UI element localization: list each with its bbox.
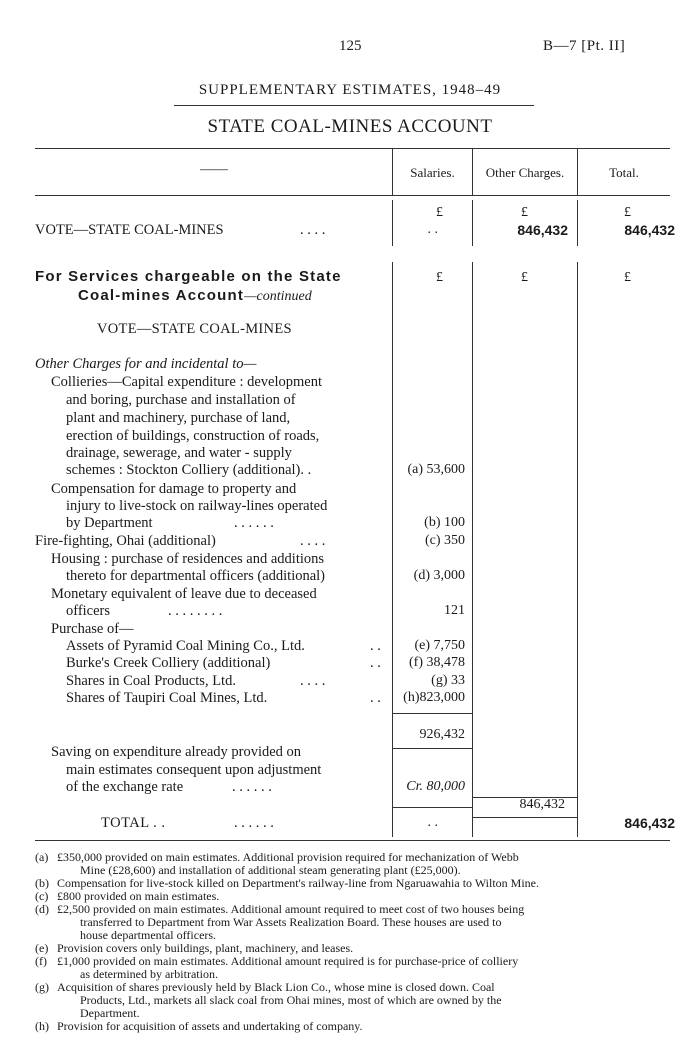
dot-leader: . . xyxy=(370,690,381,706)
item-text: Fire-fighting, Ohai (additional) xyxy=(35,533,216,549)
total-label: TOTAL . . xyxy=(101,815,166,831)
services-heading-line2 xyxy=(78,287,312,305)
item-text: thereto for departmental officers (additional) xyxy=(66,568,326,584)
vote-summary-total: 846,432 xyxy=(624,222,675,238)
purchase-item-amount: (e) 7,750 xyxy=(414,638,465,653)
item-text: officers xyxy=(66,603,111,619)
purchase-item-label: Shares in Coal Products, Ltd. xyxy=(66,673,236,689)
footnote-marker: (d) xyxy=(35,902,49,916)
dot-leader: . . . . xyxy=(300,533,326,549)
services-heading-continued: —continued xyxy=(244,289,312,304)
saving-text: main estimates consequent upon adjustment xyxy=(66,762,322,778)
footnote-text: Provision covers only buildings, plant, machinery, and leases. xyxy=(57,941,354,955)
dot-leader: . . xyxy=(370,638,381,654)
footnote-text: Mine (£28,600) and installation of additional steam generating plant (£25,000). xyxy=(80,863,461,877)
item-amount: (c) 350 xyxy=(424,533,465,548)
column-header-salaries: Salaries. xyxy=(410,165,455,180)
item-text: by Department xyxy=(66,515,153,531)
page-title: STATE COAL-MINES ACCOUNT xyxy=(207,116,493,137)
currency-symbol: £ xyxy=(521,270,528,285)
total-salaries: . . xyxy=(427,815,438,830)
footnote-text: £1,000 provided on main estimates. Additional amount required is for purchase-price of colliery xyxy=(57,954,519,968)
vote-summary-salaries: . . xyxy=(427,222,438,237)
footnote-text: Products, Ltd., markets all slack coal from Ohai mines, most of which are owned by the xyxy=(80,993,502,1007)
dot-leader: . . . . xyxy=(300,673,326,689)
item-text: schemes : Stockton Colliery (additional). . xyxy=(66,462,312,478)
item-amount: (b) 100 xyxy=(424,515,465,530)
vote-heading: VOTE—STATE COAL-MINES xyxy=(97,321,292,337)
footnote-text: £350,000 provided on main estimates. Additional provision required for mechanization of Webb xyxy=(57,850,519,864)
services-heading-account: Coal-mines Account xyxy=(78,287,245,304)
document-reference: B—7 [Pt. II] xyxy=(543,38,626,54)
currency-symbol: £ xyxy=(436,270,443,285)
purchase-item-label: Shares of Taupiri Coal Mines, Ltd. xyxy=(66,690,268,706)
grand-total: 846,432 xyxy=(624,815,675,831)
purchase-item-amount: (g) 33 xyxy=(431,673,465,688)
column-header-rule xyxy=(35,195,670,196)
purchase-item-amount: (f) 38,478 xyxy=(409,655,465,670)
column-divider xyxy=(472,262,473,837)
footnote-text: as determined by arbitration. xyxy=(80,967,218,981)
other-charges-total: 846,432 xyxy=(519,797,565,812)
other-charges-heading: Other Charges for and incidental to— xyxy=(35,356,257,372)
services-heading-line1: For Services chargeable on the State xyxy=(35,268,342,285)
page-number: 125 xyxy=(339,38,362,54)
table-top-rule xyxy=(35,148,670,149)
currency-symbol: £ xyxy=(624,270,631,285)
footnote-text: Compensation for live-stock killed on Department's railway-line from Ngaruawahia to Wilton Mine. xyxy=(57,876,540,890)
item-text: Compensation for damage to property and xyxy=(51,481,297,497)
item-amount: 121 xyxy=(444,603,465,618)
item-amount: (a) 53,600 xyxy=(407,462,465,477)
footnote-text: Department. xyxy=(80,1006,140,1020)
vote-summary-other-charges: 846,432 xyxy=(517,222,568,238)
footnote-text: house departmental officers. xyxy=(80,928,217,942)
subtotal-rule xyxy=(392,713,472,714)
item-text: erection of buildings, construction of roads, xyxy=(66,428,320,444)
saving-rule xyxy=(392,807,472,808)
purchase-item-amount: (h)823,000 xyxy=(403,690,465,705)
item-text: Housing : purchase of residences and additions xyxy=(51,551,325,567)
dot-leader: . . . . . . xyxy=(234,815,274,831)
currency-symbol: £ xyxy=(436,205,443,220)
purchase-heading: Purchase of— xyxy=(51,621,134,637)
footnote-marker: (e) xyxy=(35,941,49,955)
dot-leader: . . . . . . . . xyxy=(168,603,223,619)
supplementary-estimates-heading: SUPPLEMENTARY ESTIMATES, 1948–49 xyxy=(198,82,502,98)
item-text: Monetary equivalent of leave due to deceased xyxy=(51,586,317,602)
footnote-text: transferred to Department from War Assets Realization Board. These houses are used to xyxy=(80,915,502,929)
saving-text: of the exchange rate xyxy=(66,779,184,795)
column-header-other-charges: Other Charges. xyxy=(485,165,565,180)
footnote-marker: (g) xyxy=(35,980,49,994)
other-charges-rule xyxy=(472,817,577,818)
column-divider xyxy=(392,262,393,837)
footnote-text: £2,500 provided on main estimates. Additional amount required to meet cost of two houses being xyxy=(57,902,525,916)
item-text: injury to live-stock on railway-lines operated xyxy=(66,498,328,514)
saving-amount: Cr. 80,000 xyxy=(406,779,465,794)
footnote-marker: (h) xyxy=(35,1019,49,1033)
footnote-marker: (c) xyxy=(35,889,49,903)
footnote-marker: (b) xyxy=(35,876,49,890)
column-header-blank: —— xyxy=(200,162,228,177)
subtotal-rule xyxy=(392,748,472,749)
vote-summary-label: VOTE—STATE COAL-MINES xyxy=(35,222,224,238)
footnote-text: Acquisition of shares previously held by Black Lion Co., whose mine is closed down. Coal xyxy=(57,980,495,994)
item-amount: (d) 3,000 xyxy=(413,568,465,583)
heading-rule xyxy=(174,105,534,106)
footnote-text: £800 provided on main estimates. xyxy=(57,889,220,903)
dot-leader: . . . . xyxy=(300,222,326,238)
item-text: plant and machinery, purchase of land, xyxy=(66,410,291,426)
footnote-marker: (a) xyxy=(35,850,49,864)
currency-symbol: £ xyxy=(624,205,631,220)
item-text: drainage, sewerage, and water - supply xyxy=(66,445,292,461)
purchase-item-label: Burke's Creek Colliery (additional) xyxy=(66,655,271,671)
table-bottom-rule xyxy=(35,840,670,841)
column-divider xyxy=(577,262,578,837)
dot-leader: . . . . . . xyxy=(234,515,274,531)
currency-symbol: £ xyxy=(521,205,528,220)
footnote-marker: (f) xyxy=(35,954,47,968)
purchase-item-label: Assets of Pyramid Coal Mining Co., Ltd. xyxy=(66,638,305,654)
column-header-total: Total. xyxy=(609,165,639,180)
dot-leader: . . . . . . xyxy=(232,779,272,795)
item-text: and boring, purchase and installation of xyxy=(66,392,296,408)
dot-leader: . . xyxy=(370,655,381,671)
item-text: Collieries—Capital expenditure : development xyxy=(51,374,322,390)
subtotal-amount: 926,432 xyxy=(419,727,465,742)
saving-text: Saving on expenditure already provided on xyxy=(51,744,302,760)
footnote-text: Provision for acquisition of assets and undertaking of company. xyxy=(57,1019,363,1033)
